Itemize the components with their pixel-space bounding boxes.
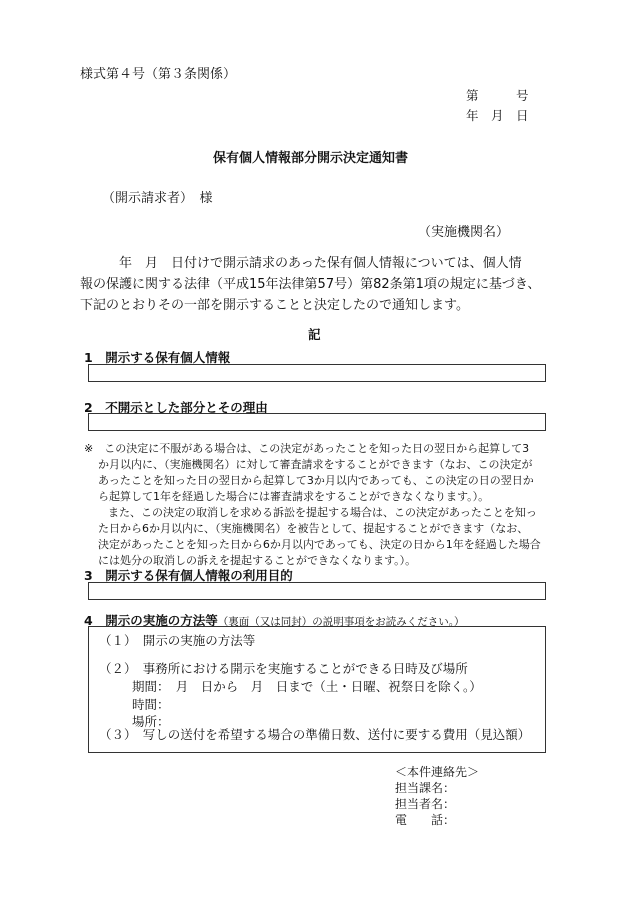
note-line: また、この決定の取消しを求める訴訟を提起する場合は、この決定があったことを知っ	[108, 506, 537, 519]
section1-heading: 1 開示する保有個人情報	[84, 350, 231, 365]
section2-heading: 2 不開示とした部分とその理由	[84, 400, 268, 415]
contact-phone: 電 話：	[395, 813, 456, 827]
method-item-1: （１） 開示の実施の方法等	[99, 633, 256, 648]
section4-note: （裏面（又は同封）の説明事項をお読みください。）	[217, 616, 465, 628]
recipient: （開示請求者） 様	[102, 191, 213, 206]
section1-field[interactable]	[88, 364, 546, 382]
body-line: 下記のとおりその一部を開示することと決定したので通知します。	[80, 298, 469, 313]
method-box	[88, 626, 546, 753]
note-line: には処分の取消しの訴えを提起することができなくなります。）。	[98, 554, 417, 567]
body-line: 年 月 日付けで開示請求のあった保有個人情報については、個人情	[80, 256, 522, 271]
method-item-3: （３） 写しの送付を希望する場合の準備日数、送付に要する費用（見込額）	[99, 727, 531, 742]
document-number: 第 号	[466, 88, 529, 103]
note-line: ら起算して1年を経過した場合には審査請求をすることができなくなります。）。	[98, 490, 490, 503]
form-number: 様式第４号（第３条関係）	[80, 67, 237, 82]
contact-dept: 担当課名：	[395, 781, 456, 795]
section2-field[interactable]	[88, 413, 546, 431]
section3-heading: 3 開示する保有個人情報の利用目的	[84, 568, 293, 583]
appeal-note	[84, 441, 541, 569]
section3-field[interactable]	[88, 582, 546, 600]
document-date: 年 月 日	[466, 108, 529, 123]
note-line: 決定があったことを知った日から6か月以内であっても、決定の日から1年を経過した場合	[98, 538, 541, 551]
note-line: か月以内に、（実施機関名）に対して審査請求をすることができます（なお、この決定が	[98, 458, 533, 471]
method-place: 場所：	[132, 714, 170, 729]
method-time: 時間：	[132, 697, 170, 712]
agency-name: （実施機関名）	[418, 225, 510, 240]
page-title: 保有個人情報部分開示決定通知書	[213, 151, 409, 166]
note-line: あったことを知った日の翌日から起算して3か月以内であっても、この決定の日の翌日か	[98, 474, 534, 487]
method-period: 期間： 月 日から 月 日まで（土・日曜、祝祭日を除く。）	[132, 679, 482, 694]
contact-block	[395, 764, 479, 828]
note-line: ※ この決定に不服がある場合は、この決定があったことを知った日の翌日から起算して3	[84, 442, 530, 455]
method-item-2: （２） 事務所における開示を実施することができる日時及び場所	[99, 661, 468, 676]
body-text	[80, 253, 540, 316]
body-line: 報の保護に関する法律（平成15年法律第57号）第82条第1項の規定に基づき、	[80, 277, 541, 292]
section4-title: 4 開示の実施の方法等	[84, 613, 218, 628]
note-line: た日から6か月以内に、（実施機関名）を被告として、提起することができます（なお、	[98, 522, 529, 535]
ki-marker: 記	[308, 327, 321, 342]
contact-person: 担当者名：	[395, 797, 456, 811]
contact-header: ＜本件連絡先＞	[395, 765, 480, 779]
